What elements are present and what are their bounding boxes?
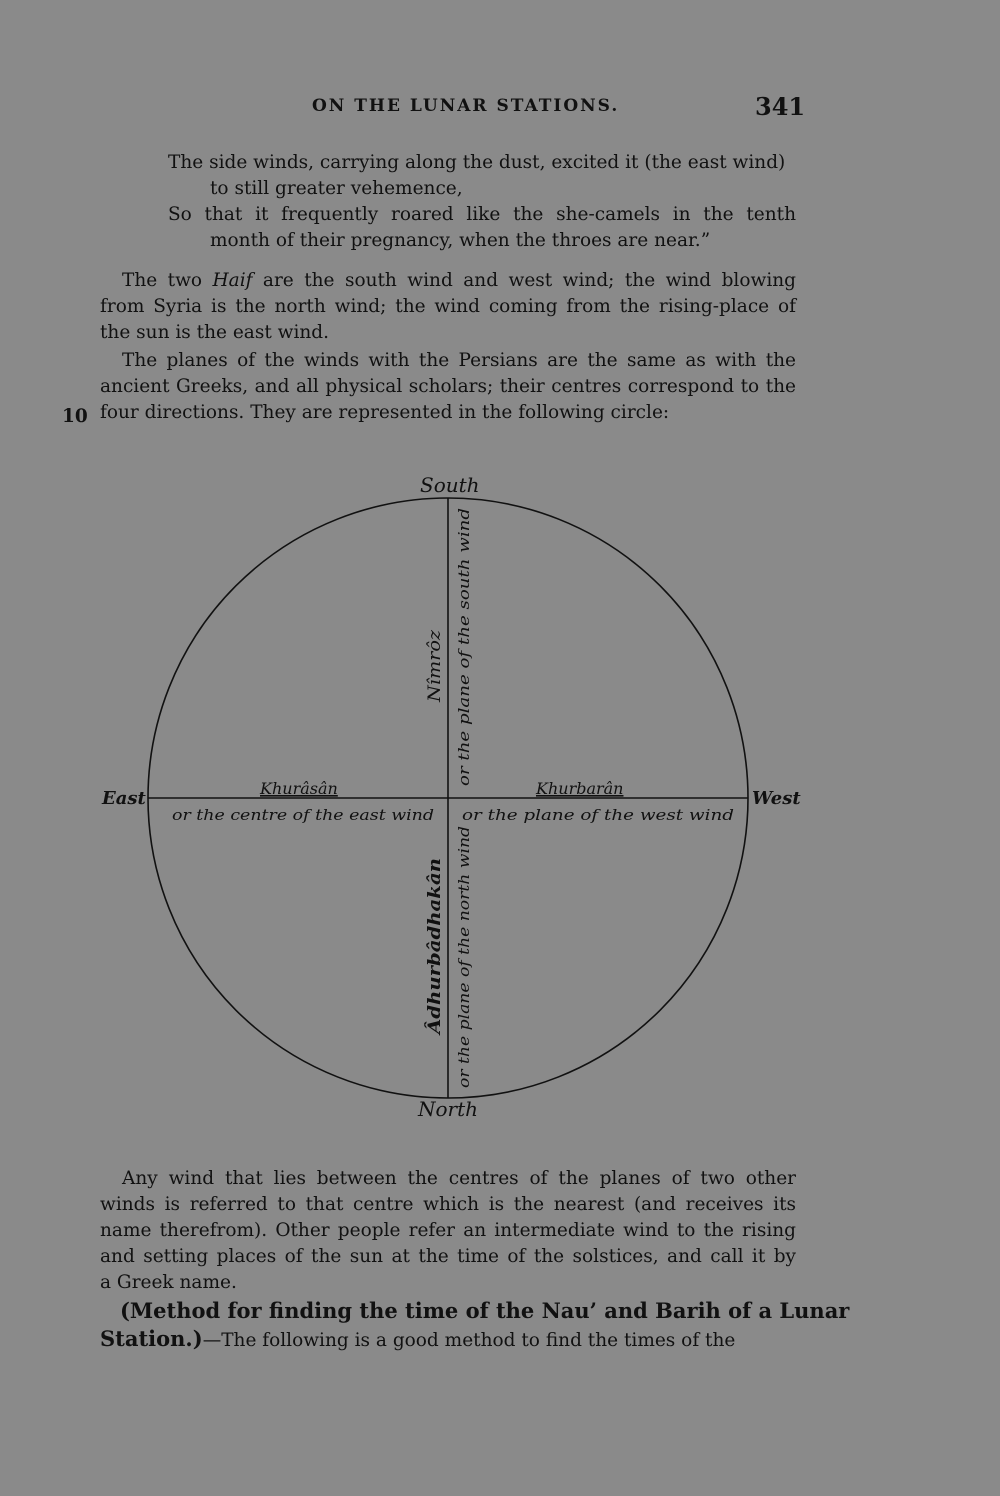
- north-plane-group: [455, 826, 473, 1088]
- page-number: 341: [755, 92, 806, 121]
- verse-line: So that it frequently roared like the she-camels in the tenth: [168, 204, 796, 225]
- section-text: —The following is a good method to find the times of the: [202, 1330, 736, 1351]
- paragraph-text: are the south wind and west wind; the wind blowing: [252, 270, 796, 291]
- nimroz-group: [425, 629, 445, 703]
- north-label: North: [418, 1097, 479, 1121]
- west-label: West: [752, 788, 801, 809]
- paragraph-line: name therefrom). Other people refer an intermediate wind to the rising: [100, 1220, 796, 1241]
- khurasan-label: Khurâsân: [260, 779, 338, 798]
- paragraph-line: four directions. They are represented in the following circle:: [100, 402, 670, 423]
- section-text-line: [100, 1325, 796, 1355]
- paragraph-line: ancient Greeks, and all physical scholars; their centres correspond to the: [100, 376, 796, 397]
- east-label: East: [102, 788, 146, 809]
- winds-circle-diagram: [90, 468, 820, 1128]
- paragraph-line: the sun is the east wind.: [100, 322, 330, 343]
- running-title: ON THE LUNAR STATIONS.: [312, 96, 620, 116]
- adhurbadhakan-group: [424, 858, 445, 1036]
- term-haif: Haif: [212, 270, 253, 291]
- section-heading-line: [100, 1297, 850, 1327]
- paragraph-line: Any wind that lies between the centres of the planes of two other: [122, 1168, 796, 1189]
- paragraph-line: and setting places of the sun at the time of the solstices, and call it by: [100, 1246, 796, 1267]
- paragraph-text: The two: [122, 270, 213, 291]
- paragraph-line: [100, 268, 796, 294]
- north-plane-label: or the plane of the north wind: [455, 859, 473, 1088]
- khurbaran-label: Khurbarân: [536, 779, 624, 798]
- nimroz-label: Nîmrôz: [425, 638, 445, 702]
- verse-line: to still greater vehemence,: [210, 178, 463, 199]
- paragraph-line: from Syria is the north wind; the wind coming from the rising-place of: [100, 296, 796, 317]
- east-plane-label: or the centre of the east wind: [172, 806, 434, 824]
- paragraph-line: The planes of the winds with the Persians are the same as with the: [122, 350, 796, 371]
- section-heading: Station.): [100, 1326, 203, 1351]
- adhurbadhakan-label: Âdhurbâdhakân: [425, 881, 445, 1034]
- west-plane-label: or the plane of the west wind: [462, 806, 734, 824]
- south-plane-group: [455, 508, 473, 786]
- verse-line: month of their pregnancy, when the throes are near.”: [210, 230, 711, 251]
- margin-line-number: 10: [62, 406, 88, 427]
- south-plane-label: or the plane of the south wind: [455, 556, 473, 786]
- paragraph-line: a Greek name.: [100, 1272, 237, 1293]
- south-label: South: [420, 473, 480, 497]
- section-heading: (Method for finding the time of the Nau’ and Barih of a Lunar: [120, 1298, 850, 1323]
- paragraph-line: winds is referred to that centre which is the nearest (and receives its: [100, 1194, 796, 1215]
- verse-line: The side winds, carrying along the dust, excited it (the east wind): [168, 152, 786, 173]
